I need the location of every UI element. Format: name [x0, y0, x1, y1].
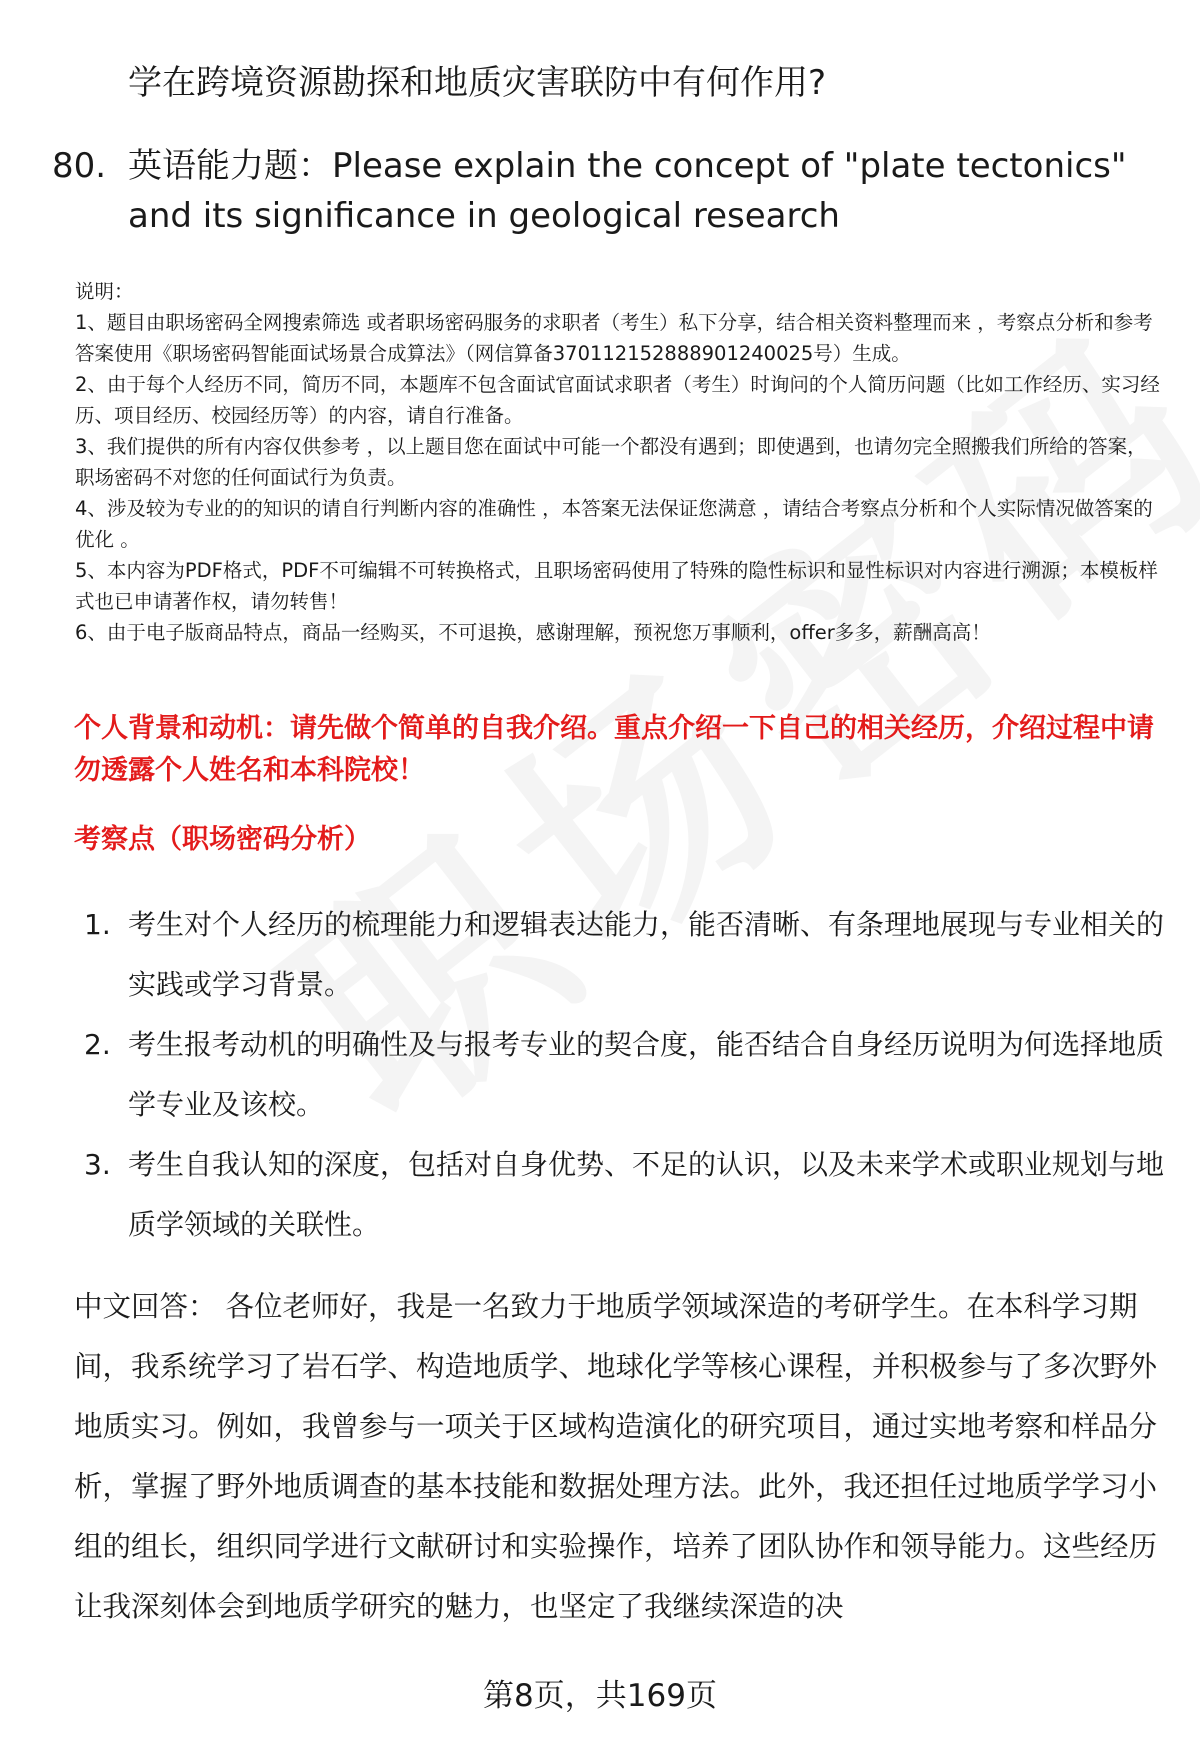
list-item-text: 考生报考动机的明确性及与报考专业的契合度，能否结合自身经历说明为何选择地质学专业及该校。 [128, 1028, 1165, 1121]
note-item: 5、本内容为PDF格式，PDF不可编辑不可转换格式，且职场密码使用了特殊的隐性标识和显性标识对内容进行溯源；本模板样式也已申请著作权，请勿转售！ [75, 559, 1158, 613]
list-item-text: 考生自我认知的深度，包括对自身优势、不足的认识，以及未来学术或职业规划与地质学领域的关联性。 [128, 1148, 1165, 1241]
list-item-number: 3. [84, 1148, 111, 1181]
page-footer: 第8页，共169页 [483, 1678, 717, 1714]
note-item: 4、涉及较为专业的的知识的请自行判断内容的准确性 ，本答案无法保证您满意 ，请结合考察点分析和个人实际情况做答案的优化 。 [75, 497, 1153, 551]
notes-title: 说明： [75, 280, 134, 303]
note-item: 3、我们提供的所有内容仅供参考 ，以上题目您在面试中可能一个都没有遇到；即使遇到，也请勿完全照搬我们所给的答案，职场密码不对您的任何面试行为负责。 [75, 435, 1147, 489]
list-item-text: 考生对个人经历的梳理能力和逻辑表达能力，能否清晰、有条理地展现与专业相关的实践或学习背景。 [128, 908, 1165, 1001]
note-item: 6、由于电子版商品特点，商品一经购买，不可退换，感谢理解，预祝您万事顺利，offer多多，薪酬高高！ [75, 621, 991, 644]
question-text: 英语能力题：Please explain the concept of "plate tectonics" and its significance in geological research [128, 146, 1127, 236]
list-item-number: 2. [84, 1028, 111, 1061]
notes-block [75, 276, 1160, 648]
list-item-number: 1. [84, 908, 111, 941]
question-continuation: 学在跨境资源勘探和地质灾害联防中有何作用? [128, 63, 827, 103]
assessment-points [84, 895, 1164, 1255]
list-item [84, 895, 1164, 1015]
note-item: 1、题目由职场密码全网搜索筛选 或者职场密码服务的求职者（考生）私下分享，结合相关资料整理而来 ，考察点分析和参考答案使用《职场密码智能面试场景合成算法》（网信算备370112152888901240025号）生成。 [75, 311, 1153, 365]
list-item [84, 1015, 1164, 1135]
list-item [84, 1135, 1164, 1255]
section-heading: 个人背景和动机：请先做个简单的自我介绍。重点介绍一下自己的相关经历，介绍过程中请勿透露个人姓名和本科院校！ [74, 713, 1154, 786]
answer-paragraph: 中文回答： 各位老师好，我是一名致力于地质学领域深造的考研学生。在本科学习期间，我系统学习了岩石学、构造地质学、地球化学等核心课程，并积极参与了多次野外地质实习。例如，我曾参与一项关于区域构造演化的研究项目，通过实地考察和样品分析，掌握了野外地质调查的基本技能和数据处理方法。此外，我还担任过地质学学习小组的组长，组织同学进行文献研讨和实验操作，培养了团队协作和领导能力。这些经历让我深刻体会到地质学研究的魅力，也坚定了我继续深造的决 [74, 1290, 1158, 1623]
note-item: 2、由于每个人经历不同，简历不同，本题库不包含面试官面试求职者（考生）时询问的个人简历问题（比如工作经历、实习经历、项目经历、校园经历等）的内容，请自行准备。 [75, 373, 1160, 427]
section-sub-heading: 考察点（职场密码分析） [74, 824, 371, 855]
question-number: 80. [52, 146, 107, 186]
